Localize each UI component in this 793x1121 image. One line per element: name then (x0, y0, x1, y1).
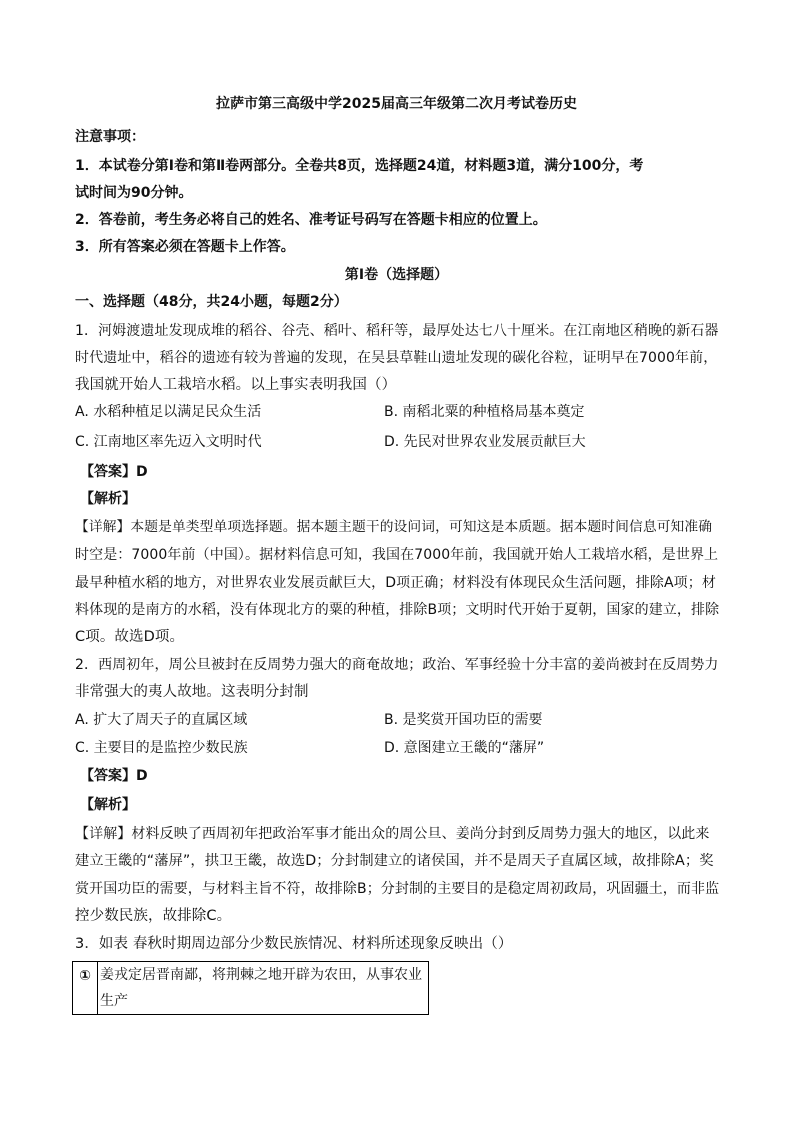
table-row (73, 962, 429, 1015)
q1-detail-line-2: 时空是：7000年前（中国）。据材料信息可知，我国在7000年前，我国就开始人工栽培水稻，是世界上 (75, 547, 719, 563)
q2-answer: 【答案】D (80, 768, 148, 784)
notice-line-2: 试时间为90分钟。 (75, 185, 193, 201)
q1-detail-line-4: 料体现的是南方的水稻，没有体现北方的粟的种植，排除B项；文明时代开始于夏朝，国家的建立，排除 (75, 602, 720, 618)
q2-option-b: B. 是奖赏开国功臣的需要 (384, 712, 543, 728)
q2-detail-line-1: 【详解】材料反映了西周初年把政治军事才能出众的周公旦、姜尚分封到反周势力强大的地区，以此来 (75, 826, 710, 842)
q1-option-b: B. 南稻北粟的种植格局基本奠定 (384, 404, 585, 420)
exam-title: 拉萨市第三高级中学2025届高三年级第二次月考试卷历史 (216, 96, 577, 112)
q1-option-d: D. 先民对世界农业发展贡献巨大 (384, 434, 586, 450)
q3-stem: 3．如表 春秋时期周边部分少数民族情况、材料所述现象反映出（） (75, 936, 513, 952)
q2-stem-line-2: 非常强大的夷人故地。这表明分封制 (75, 684, 309, 700)
q1-option-a: A. 水稻种植足以满足民众生活 (75, 404, 262, 420)
section-heading: 一、选择题（48分，共24小题，每题2分） (75, 294, 348, 310)
notice-line-4: 3．所有答案必须在答题卡上作答。 (75, 239, 295, 255)
q1-stem-line-3: 我国就开始人工栽培水稻。以上事实表明我国（） (75, 377, 397, 393)
q2-option-c: C. 主要目的是监控少数民族 (75, 740, 248, 756)
q2-detail-line-4: 控少数民族，故排除C。 (75, 908, 232, 924)
q1-analysis-label: 【解析】 (80, 491, 136, 507)
q1-stem-line-2: 时代遗址中，稻谷的遗迹有较为普遍的发现，在吴县草鞋山遗址发现的碳化谷粒，证明早在7000年前， (75, 350, 718, 366)
q1-detail-line-5: C项。故选D项。 (75, 629, 185, 645)
q2-option-d: D. 意图建立王畿的“藩屏” (384, 740, 545, 756)
q1-option-c: C. 江南地区率先迈入文明时代 (75, 434, 262, 450)
q2-option-a: A. 扩大了周天子的直属区域 (75, 712, 248, 728)
q3-table (72, 961, 429, 1015)
q1-detail-line-1: 【详解】本题是单类型单项选择题。据本题主题干的设问词，可知这是本质题。据本题时间信息可知准确 (75, 519, 713, 535)
q1-detail-line-3: 最早种植水稻的地方，对世界农业发展贡献巨大，D项正确；材料没有体现民众生活问题，排除A项；材 (75, 575, 716, 591)
notice-header: 注意事项： (75, 129, 145, 145)
part1-title: 第Ⅰ卷（选择题） (344, 267, 449, 283)
q1-stem-line-1: 1．河姆渡遗址发现成堆的稻谷、谷壳、稻叶、稻秆等，最厚处达七八十厘米。在江南地区稍晚的新石器 (75, 323, 719, 339)
notice-line-3: 2．答卷前，考生务必将自己的姓名、准考证号码写在答题卡相应的位置上。 (75, 212, 547, 228)
q2-detail-line-3: 赏开国功臣的需要，与材料主旨不符，故排除B；分封制的主要目的是稳定周初政局，巩固疆土，而非监 (75, 881, 720, 897)
q2-analysis-label: 【解析】 (80, 797, 136, 813)
notice-line-1: 1．本试卷分第Ⅰ卷和第Ⅱ卷两部分。全卷共8页，选择题24道，材料题3道，满分100分，考 (75, 158, 644, 174)
row-text: 姜戎定居晋南鄙，将荆棘之地开辟为农田，从事农业生产 (98, 962, 429, 1015)
row-number: ① (73, 962, 98, 1015)
q2-detail-line-2: 建立王畿的“藩屏”，拱卫王畿，故选D；分封制建立的诸侯国，并不是周天子直属区域，故排除A；奖 (75, 853, 714, 869)
q2-stem-line-1: 2．西周初年，周公旦被封在反周势力强大的商奄故地；政治、军事经验十分丰富的姜尚被封在反周势力 (75, 657, 719, 673)
q1-answer: 【答案】D (80, 464, 148, 480)
